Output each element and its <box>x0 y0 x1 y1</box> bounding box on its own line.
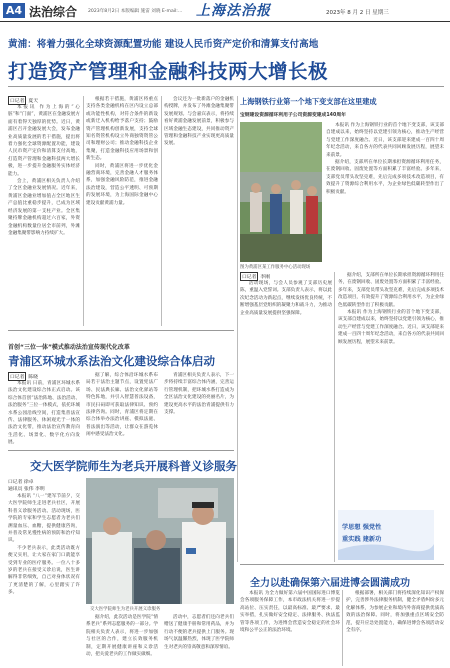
section-title: 法治综合 <box>29 5 78 19</box>
byline-name: 李刚 <box>260 275 271 280</box>
story-two-kicker: 首创“三位一体”模式推动法治宣传现代化改革 <box>8 344 130 351</box>
byline-correspondents: 通讯员 张伟 李明 <box>8 487 45 492</box>
article-paragraph: 活动现场，与会人员参观了支部历史展陈，重温入党誓词。支部负责人表示，将以此次纪念活动为新起点，继续发扬优良传统，不断增强基层党组织的凝聚力和战斗力，为推动企业高质量发展提供坚强保障。 <box>240 281 332 316</box>
slogan-line-1: 学思想 强党性 <box>342 524 382 531</box>
column-divider <box>334 272 335 562</box>
story-two-column-2 <box>86 372 158 446</box>
side-story-subhead: 宝钢建设资源循环利用子公司资源变建成140周年 <box>240 113 346 118</box>
lead-headline: 打造资产管理和金融科技两大增长极 <box>8 60 329 83</box>
side-story-column-2 <box>240 280 332 480</box>
slogan-box <box>338 510 434 560</box>
article-paragraph: 不少老兵表示，此类活动既方便又实用，让大家在家门口就能享受到专业的医疗服务。一位八十多岁的老兵在接受义诊后说，医生讲解得非常细致，自己对身体状况有了更清楚的了解，心里踏实了许多。 <box>8 545 80 596</box>
story-three-photo <box>86 478 234 604</box>
side-photo-caption: 图为黄浦区某工作服务中心活动现场 <box>240 265 311 270</box>
story-three-photo-caption: 交大医学院师生为老兵开展义诊服务 <box>90 607 161 612</box>
byline-tag: 口记者 <box>240 272 258 281</box>
story-four-headline: 全力以赴确保第六届进博会圆满成功 <box>250 578 410 589</box>
article-paragraph: 同时，黄浦区将进一步优化金融营商环境，完善金融人才服务体系，加强金融风险防范，推进金融法治建设，营造公平透明、可预期的发展环境，为上海国际金融中心建设贡献黄浦力量。 <box>86 163 158 206</box>
story-four-column-1 <box>240 590 340 666</box>
article-paragraph: 青浦区相关负责人表示，下一步将持续丰富综合体内涵，完善运行管理机制，把环城水系打造成为全区法治文化建设的亮丽名片，为建设更高水平的法治青浦提供有力支撑。 <box>164 373 234 416</box>
article-paragraph: 本报讯 作为上海钢铁行业的首个地下变支部，该支部自建成以来，始终坚持以党建引领为核心，推动生产经营与党建工作深度融合。近日，该支部迎来建成一百四十周年纪念活动，来自各方的代表共同回顾发展历程，展望未来前景。 <box>338 310 444 345</box>
article-paragraph: 本报讯 为全力做好第六届中国国际进口博览会各项服务保障工作，本市政法机关将进一步提高站位、压实责任，以最高标准、最严要求、最实举措，扎实做好安全稳定、法律服务、执法监管等各项工作，为进博会营造安全稳定的社会环境和公平公正的法治环境。 <box>240 591 340 634</box>
article-paragraph: 据介绍，此次活动是医学院“情系老兵”系列志愿服务的一部分。学院相关负责人表示，将进一步加强与社区的合作，建立长效服务机制，定期开展健康讲座和义诊活动，把关爱老兵的工作做实做细。 <box>86 615 158 658</box>
article-paragraph: 根据部署，相关部门将持续深化知识产权保护，完善涉外法律服务机制，健全矛盾纠纷多元化解体系，为参展企业和境内外客商提供优质高效的法治保障。同时，将加强重点区域安全防范，提升应急处置能力，确保进博会各项活动安全有序。 <box>346 591 444 634</box>
story-two-column-1 <box>8 380 80 446</box>
lead-kicker: 黄浦：将着力强化全球资源配置功能 建设人民币资产定价和清算支付高地 <box>8 39 319 50</box>
story-three-byline <box>8 478 34 485</box>
divider <box>8 330 234 331</box>
article-paragraph: 会上，黄浦区相关负责人介绍了全区金融业发展情况。近年来，黄浦区金融业增加值占全区地区生产总值比重稳步提升，已成为区域经济发展的第一支柱产业。全区集聚持牌金融机构超过六百家，外资金融机构数量位居全市前列，外滩金融集聚带影响力持续扩大。 <box>8 179 80 236</box>
byline-tag: 口记者 <box>8 96 26 105</box>
column-divider <box>342 590 343 666</box>
byline-tag: 口记者 <box>8 372 26 381</box>
lead-column-2 <box>86 96 158 326</box>
byline-name: 陈晓 <box>28 375 39 380</box>
column-divider <box>161 96 162 326</box>
article-paragraph: 根据若干措施，黄浦区将重点支持各类金融机构在区内设立总部或功能性机构，对符合条件的新设或新迁入机构给予落户支持；鼓励资产管理机构创新发展，支持全球知名资管机构设立外商独资资管公司和理财公司；推动金融科技企业集聚，打造金融科技应用场景和创新生态。 <box>86 97 158 162</box>
story-three-column-2 <box>86 614 158 666</box>
article-paragraph: 本报讯 “八一”建军节前夕，交大医学院师生走进老兵社区，开展科普义诊服务活动。活动现场，医学院的专家和学生志愿者为老兵们测量血压、血糖，提供健康咨询，并普及常见慢性病的预防和治疗知识。 <box>8 494 80 544</box>
slogan-line-2: 重实践 建新功 <box>342 536 382 543</box>
article-paragraph: 据介绍，支部所在单位长期承担资源循环利用任务，在废钢回收、固废处置等方面积累了丰富经验。多年来，支部党员带头攻坚克难，先后完成多项技术改造项目，有效提升了资源综合利用水平，为企业绿色低碳转型作出了积极贡献。 <box>338 273 444 308</box>
side-story-headline: 上海钢铁行业第一个地下变支部在这里建成 <box>240 97 377 106</box>
editor-credits: 2023年8月2日 本版编辑 施雷 刘晓 E-mail:... <box>88 9 183 14</box>
article-paragraph: 本报讯 日前，青浦区环城水系法治文化建设综合体正式启动。该综合体首创“法治阵地、法治活动、法治服务”三位一体模式，依托环城水系公园沿线空间，打造集普法宣传、法律服务、休闲观光于一体的法治文化带，推动法治宣传教育向生活化、场景化、数字化方向发展。 <box>8 381 80 446</box>
issue-date: 2023年 8 月 2 日 星期三 <box>326 10 389 16</box>
story-three-column-1 <box>8 493 80 665</box>
byline-name: 夏天 <box>28 99 39 104</box>
story-four-column-2 <box>346 590 444 666</box>
article-paragraph: 据介绍，支部所在单位长期承担资源循环利用任务，在废钢回收、固废处置等方面积累了丰富经验。多年来，支部党员带头攻坚克难，先后完成多项技术改造项目，有效提升了资源综合利用水平，为企业绿色低碳转型作出了积极贡献。 <box>326 160 444 195</box>
divider <box>240 564 444 565</box>
article-paragraph: 活动中，志愿者们还向老兵们赠送了健康手册和常用药品，并为行动不便的老兵提供上门服务。现场气氛温馨热烈，体现了医学院师生对老兵的崇高敬意和深厚情谊。 <box>164 615 234 650</box>
article-paragraph: 本报讯 作为上海钢铁行业的首个地下变支部，该支部自建成以来，始终坚持以党建引领为核心，推动生产经营与党建工作深度融合。近日，该支部迎来建成一百四十周年纪念活动，来自各方的代表共同回顾发展历程，展望未来前景。 <box>326 123 444 158</box>
column-divider <box>237 96 238 562</box>
story-three-column-3 <box>164 614 234 666</box>
divider <box>8 86 444 87</box>
lead-column-3 <box>164 96 234 326</box>
masthead <box>0 0 450 22</box>
story-three-byline-2 <box>8 485 45 492</box>
byline-reporter: 口记者 徐卓 <box>8 480 34 485</box>
side-story-photo <box>240 122 322 262</box>
side-story-column-1 <box>326 122 444 270</box>
story-two-headline: 青浦区环城水系法治文化建设综合体启动 <box>8 354 215 368</box>
column-divider <box>83 96 84 326</box>
divider <box>8 450 234 451</box>
story-two-column-3 <box>164 372 234 446</box>
newspaper-logo: 上海法治报 <box>196 3 271 19</box>
page-number-badge: A4 <box>3 3 25 18</box>
article-paragraph: 据了解，综合体沿环城水系布局若干法治主题节点，设置宪法广场、民法典长廊、法治文化驿站等特色阵地，并引入智慧普法设备，市民扫码即可获取法律知识、预约法律咨询。同时，青浦区将定期在综合体举办法治讲座、模拟法庭、普法演出等活动，让群众在游览休闲中感受法治文化。 <box>86 373 158 438</box>
story-three-headline: 交大医学院师生为老兵开展科普义诊服务 <box>30 459 237 473</box>
lead-column-1 <box>8 104 80 326</box>
side-story-column-3 <box>338 272 444 508</box>
article-paragraph: 本报讯 作为上海的“心脏”和“门面”，黄浦区在金融发展方面有着得天独厚的优势。近日，黄浦区召开金融发展大会，发布金融业高质量发展的若干措施，提出将着力强化全球资源配置功能，建设人民币资产定价和清算支付高地，打造资产管理和金融科技两大增长极，进一步提升金融服务实体经济能力。 <box>8 105 80 177</box>
article-paragraph: 会议还为一批新落户的金融机构授牌，并发布了外滩金融集聚带发展规划。与会嘉宾表示，将持续看好黄浦金融发展前景，积极参与区域金融生态建设，共同推动资产管理和金融科技产业实现更高质量发展。 <box>164 97 234 147</box>
